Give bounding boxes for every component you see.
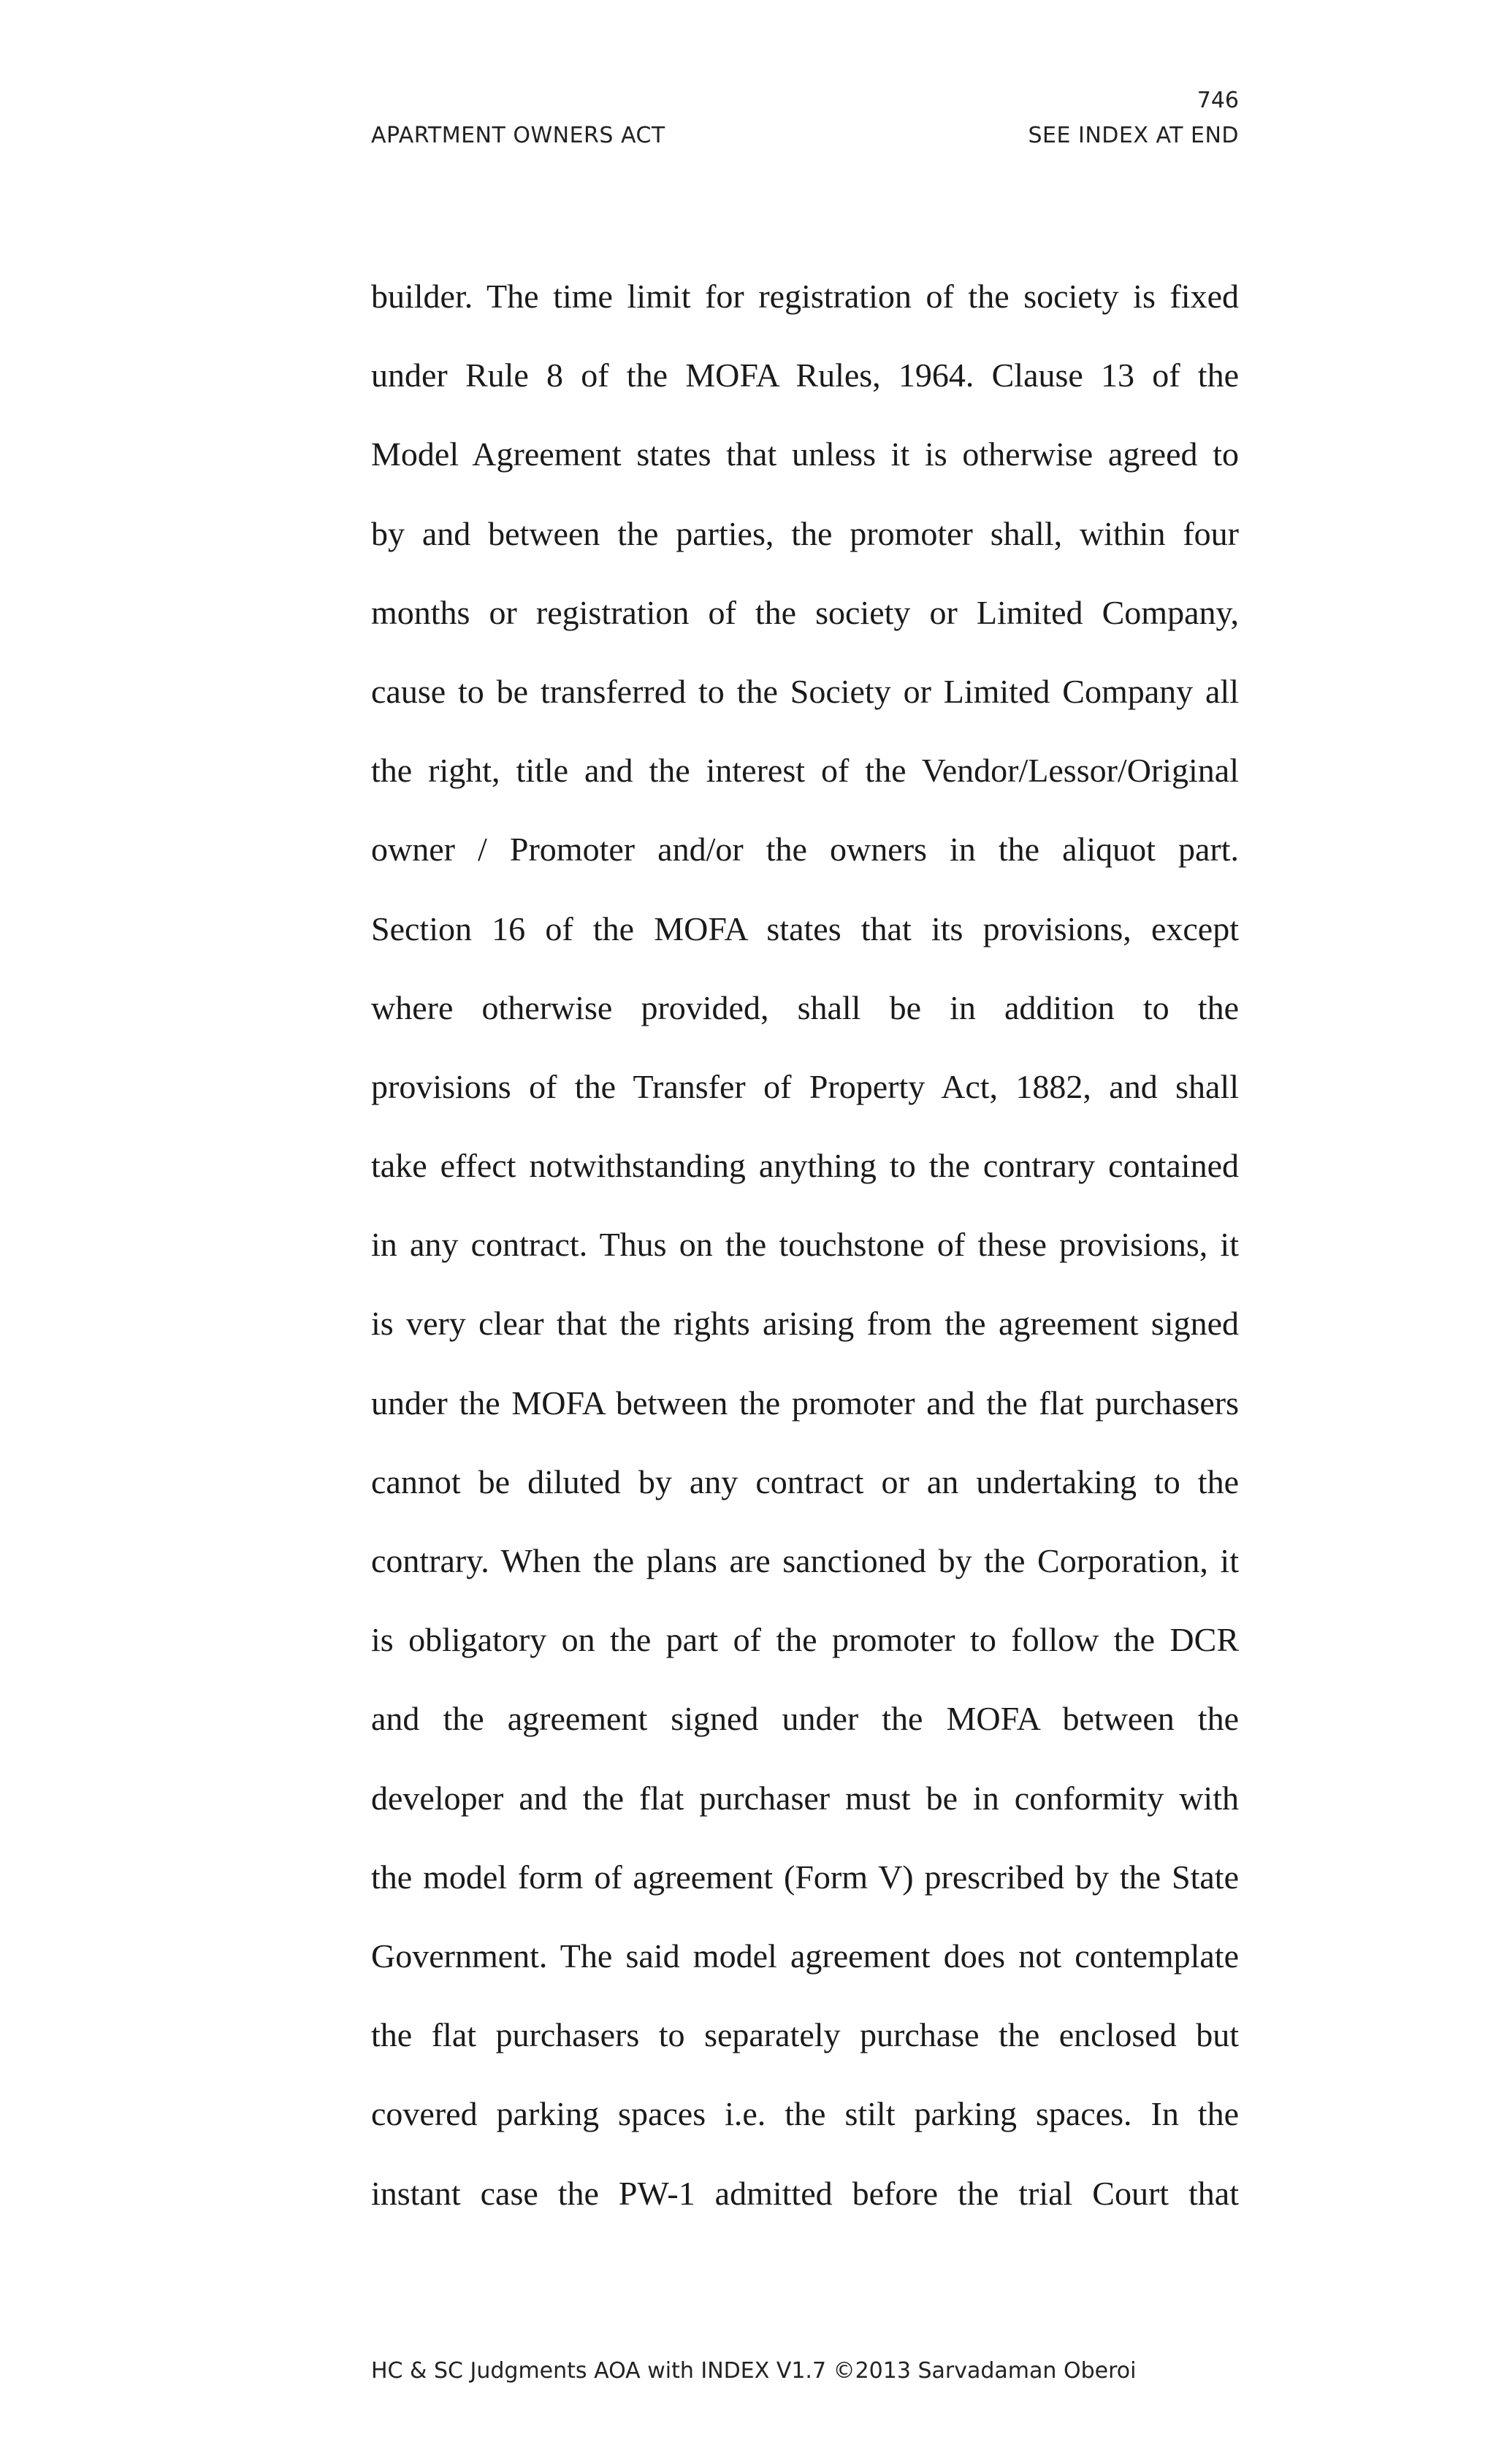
- footer-copyright: HC & SC Judgments AOA with INDEX V1.7 ©2013 Sarvadaman Oberoi: [371, 2358, 1137, 2384]
- text-line: take effect notwithstanding anything to the contrary contained: [371, 1147, 1239, 1185]
- text-line: covered parking spaces i.e. the stilt parking spaces. In the: [371, 2095, 1239, 2133]
- text-line: owner / Promoter and/or the owners in the aliquot part.: [371, 831, 1239, 869]
- page-number: 746: [1197, 88, 1239, 113]
- text-line: months or registration of the society or Limited Company,: [371, 593, 1239, 631]
- running-header-index-note: SEE INDEX AT END: [1028, 123, 1239, 148]
- text-line: where otherwise provided, shall be in addition to the: [371, 988, 1239, 1026]
- text-line: and the agreement signed under the MOFA between the: [371, 1700, 1239, 1738]
- text-line: builder. The time limit for registration of the society is fixed: [371, 278, 1239, 315]
- text-line: contrary. When the plans are sanctioned by the Corporation, it: [371, 1542, 1239, 1579]
- text-line: Government. The said model agreement does not contemplate: [371, 1937, 1239, 1975]
- text-line: cannot be diluted by any contract or an undertaking to the: [371, 1462, 1239, 1500]
- text-line: is very clear that the rights arising from the agreement signed: [371, 1305, 1239, 1343]
- text-line: Model Agreement states that unless it is otherwise agreed to: [371, 435, 1239, 473]
- text-line: provisions of the Transfer of Property Act, 1882, and shall: [371, 1067, 1239, 1105]
- text-line: is obligatory on the part of the promoter to follow the DCR: [371, 1621, 1239, 1659]
- text-line: in any contract. Thus on the touchstone of these provisions, it: [371, 1226, 1239, 1264]
- text-line: under the MOFA between the promoter and the flat purchasers: [371, 1384, 1239, 1422]
- text-line: developer and the flat purchaser must be in conformity with: [371, 1779, 1239, 1817]
- text-line: by and between the parties, the promoter shall, within four: [371, 514, 1239, 552]
- text-line: cause to be transferred to the Society or Limited Company all: [371, 672, 1239, 710]
- running-header-title: APARTMENT OWNERS ACT: [371, 123, 665, 148]
- text-line: the right, title and the interest of the Vendor/Lessor/Original: [371, 752, 1239, 790]
- text-line: instant case the PW-1 admitted before the trial Court that: [371, 2174, 1239, 2212]
- text-line: Section 16 of the MOFA states that its provisions, except: [371, 909, 1239, 947]
- text-line: the flat purchasers to separately purchase the enclosed but: [371, 2016, 1239, 2054]
- body-text: [371, 257, 1239, 2233]
- text-line: under Rule 8 of the MOFA Rules, 1964. Clause 13 of the: [371, 356, 1239, 394]
- text-line: the model form of agreement (Form V) prescribed by the State: [371, 1858, 1239, 1896]
